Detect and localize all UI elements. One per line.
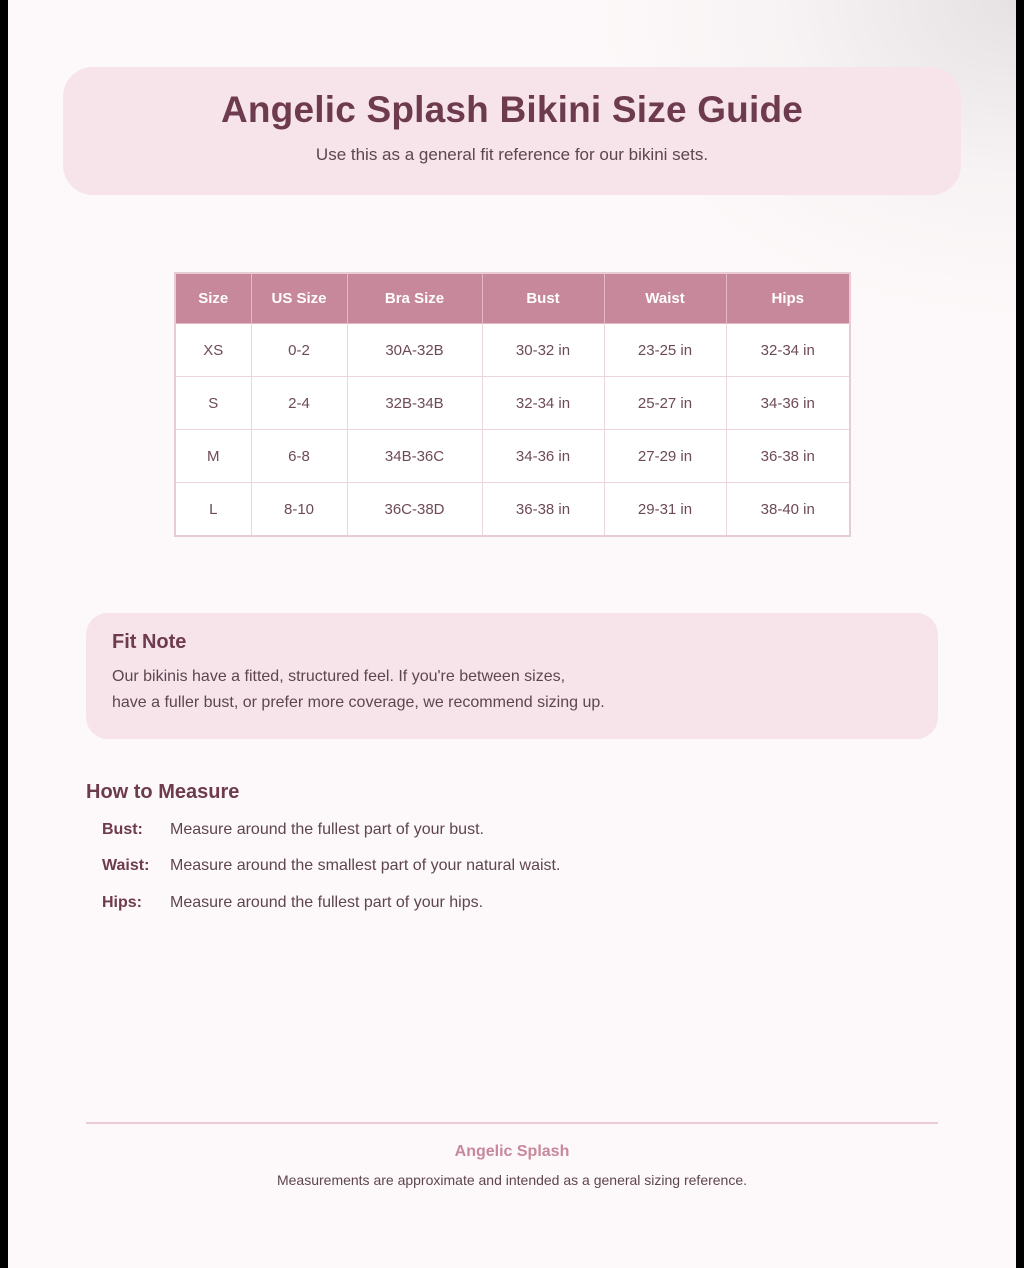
footer-divider: [86, 1122, 938, 1124]
table-header-row: [175, 273, 850, 324]
table-cell: L: [175, 483, 251, 537]
fit-note-text: Our bikinis have a fitted, structured feel. If you're between sizes,: [112, 668, 566, 685]
column-header-hips: Hips: [726, 273, 850, 324]
footer-brand: Angelic Splash: [454, 1143, 570, 1160]
table-cell: 0-2: [251, 324, 347, 377]
table-cell: 36C-38D: [347, 483, 482, 537]
table-cell: 36-38 in: [482, 483, 604, 537]
how-to-measure-title: How to Measure: [86, 781, 240, 803]
header-card: [63, 67, 961, 195]
measure-description: Measure around the smallest part of your natural waist.: [170, 857, 561, 874]
table-cell: 2-4: [251, 377, 347, 430]
table-cell: 25-27 in: [604, 377, 726, 430]
table-row: [175, 377, 850, 430]
table-cell: 30A-32B: [347, 324, 482, 377]
table-row: [175, 430, 850, 483]
size-chart-table: [174, 272, 851, 537]
table-cell: 36-38 in: [726, 430, 850, 483]
table-cell: 34B-36C: [347, 430, 482, 483]
table-cell: 32B-34B: [347, 377, 482, 430]
table-cell: 6-8: [251, 430, 347, 483]
measure-description: Measure around the fullest part of your hips.: [170, 894, 484, 911]
table-cell: S: [175, 377, 251, 430]
measure-description: Measure around the fullest part of your bust.: [170, 821, 484, 838]
fit-note-card: [86, 613, 938, 739]
table-row: [175, 483, 850, 537]
fit-note-title: Fit Note: [112, 631, 187, 653]
table-cell: 8-10: [251, 483, 347, 537]
column-header-bust: Bust: [482, 273, 604, 324]
table-row: [175, 324, 850, 377]
column-header-us-size: US Size: [251, 273, 347, 324]
page-title: Angelic Splash Bikini Size Guide: [220, 89, 804, 130]
measure-label: Waist:: [102, 857, 150, 874]
page-subtitle: Use this as a general fit reference for our bikini sets.: [315, 145, 709, 164]
measure-label: Bust:: [102, 821, 143, 838]
fit-note-text: have a fuller bust, or prefer more coverage, we recommend sizing up.: [112, 694, 605, 711]
measure-label: Hips:: [102, 894, 142, 911]
size-guide-page: [8, 0, 1016, 1268]
column-header-waist: Waist: [604, 273, 726, 324]
column-header-size: Size: [175, 273, 251, 324]
table-cell: 29-31 in: [604, 483, 726, 537]
table-cell: 32-34 in: [726, 324, 850, 377]
table-cell: 34-36 in: [482, 430, 604, 483]
table-cell: 30-32 in: [482, 324, 604, 377]
table-cell: M: [175, 430, 251, 483]
table-cell: 23-25 in: [604, 324, 726, 377]
table-cell: 27-29 in: [604, 430, 726, 483]
table-cell: 34-36 in: [726, 377, 850, 430]
column-header-bra-size: Bra Size: [347, 273, 482, 324]
table-cell: 38-40 in: [726, 483, 850, 537]
table-cell: XS: [175, 324, 251, 377]
table-cell: 32-34 in: [482, 377, 604, 430]
footer-note: Measurements are approximate and intended as a general sizing reference.: [276, 1172, 748, 1188]
